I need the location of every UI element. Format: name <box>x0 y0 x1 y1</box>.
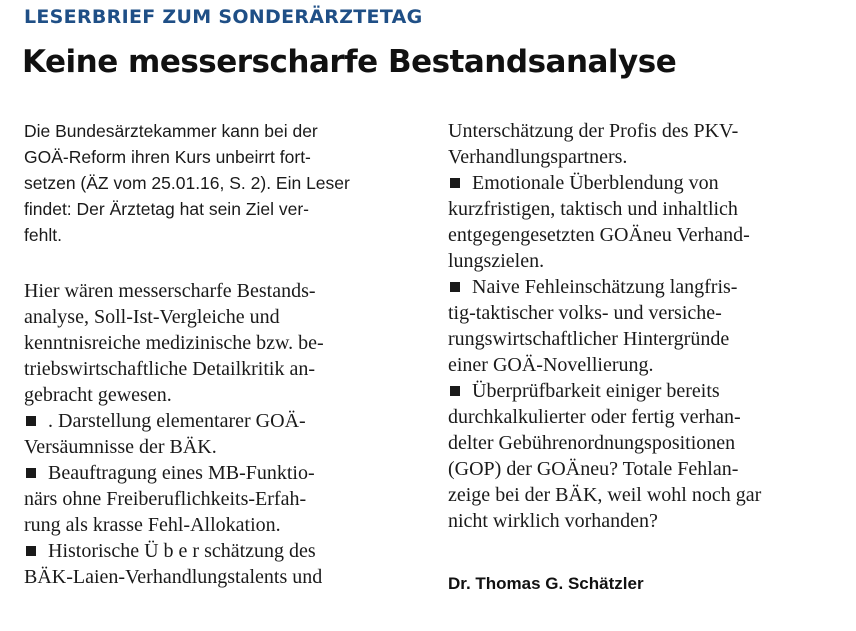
square-bullet-icon <box>450 178 460 188</box>
body-line: delter Gebührenordnungspositionen <box>448 432 736 454</box>
lead-line: findet: Der Ärztetag hat sein Ziel ver- <box>24 199 309 219</box>
body-line: kurzfristigen, taktisch und inhaltlich <box>448 198 738 220</box>
body-line: närs ohne Freiberuflichkeits-Erfah- <box>24 488 307 510</box>
bullet-text: Historische Ü b e r schätzung des <box>48 540 316 562</box>
lead-line: fehlt. <box>24 225 62 245</box>
bullet-item <box>448 170 848 274</box>
bullet-text: Überprüfbarkeit einiger bereits <box>472 380 720 402</box>
body-line: BÄK-Laien-Verhandlungstalents und <box>24 566 323 588</box>
square-bullet-icon <box>26 546 36 556</box>
lead-line: GOÄ-Reform ihren Kurs unbeirrt fort- <box>24 147 311 167</box>
intro-paragraph <box>24 278 424 408</box>
article-lead <box>24 118 424 248</box>
bullet-item <box>24 408 424 460</box>
lead-line: Die Bundesärztekammer kann bei der <box>24 121 318 141</box>
body-line: kenntnisreiche medizinische bzw. be- <box>24 332 324 354</box>
body-line: einer GOÄ-Novellierung. <box>448 354 654 376</box>
body-line: tig-taktischer volks- und versiche- <box>448 302 722 324</box>
body-line <box>448 274 848 300</box>
body-line: Verhandlungspartners. <box>448 146 628 168</box>
square-bullet-icon <box>26 468 36 478</box>
bullet-text: Naive Fehleinschätzung langfris- <box>472 276 738 298</box>
body-line: nicht wirklich vorhanden? <box>448 510 658 532</box>
body-line: lungszielen. <box>448 250 545 272</box>
body-line: rungswirtschaftlicher Hintergründe <box>448 328 730 350</box>
bullet-text: Emotionale Überblendung von <box>472 172 719 194</box>
bullet-item <box>24 538 424 590</box>
square-bullet-icon <box>26 416 36 426</box>
lead-line: setzen (ÄZ vom 25.01.16, S. 2). Ein Leser <box>24 173 350 193</box>
body-line: Versäumnisse der BÄK. <box>24 436 217 458</box>
body-line: Unterschätzung der Profis des PKV- <box>448 120 739 142</box>
author-signature: Dr. Thomas G. Schätzler <box>448 574 644 593</box>
body-line <box>24 408 424 434</box>
body-line: triebswirtschaftliche Detailkritik an- <box>24 358 316 380</box>
kicker-rubric: LESERBRIEF ZUM SONDERÄRZTETAG <box>24 6 423 28</box>
body-line: gebracht gewesen. <box>24 384 172 406</box>
continuation-paragraph <box>448 118 848 170</box>
body-line: (GOP) der GOÄneu? Totale Fehlan- <box>448 458 739 480</box>
body-line: durchkalkulierter oder fertig verhan- <box>448 406 741 428</box>
body-line <box>24 538 424 564</box>
body-line: entgegengesetzten GOÄneu Verhand- <box>448 224 750 246</box>
article-headline: Keine messerscharfe Bestandsanalyse <box>22 44 677 80</box>
body-line <box>448 378 848 404</box>
bullet-text: . Darstellung elementarer GOÄ- <box>48 410 306 432</box>
bullet-item <box>24 460 424 538</box>
body-line: analyse, Soll-Ist-Vergleiche und <box>24 306 280 328</box>
bullet-item <box>448 378 848 534</box>
body-line <box>448 170 848 196</box>
body-line <box>24 460 424 486</box>
right-column <box>448 118 848 594</box>
body-line: zeige bei der BÄK, weil wohl noch gar <box>448 484 762 506</box>
body-line: rung als krasse Fehl-Allokation. <box>24 514 281 536</box>
square-bullet-icon <box>450 386 460 396</box>
bullet-item <box>448 274 848 378</box>
square-bullet-icon <box>450 282 460 292</box>
left-column <box>24 118 424 590</box>
bullet-text: Beauftragung eines MB-Funktio- <box>48 462 315 484</box>
body-line: Hier wären messerscharfe Bestands- <box>24 280 316 302</box>
